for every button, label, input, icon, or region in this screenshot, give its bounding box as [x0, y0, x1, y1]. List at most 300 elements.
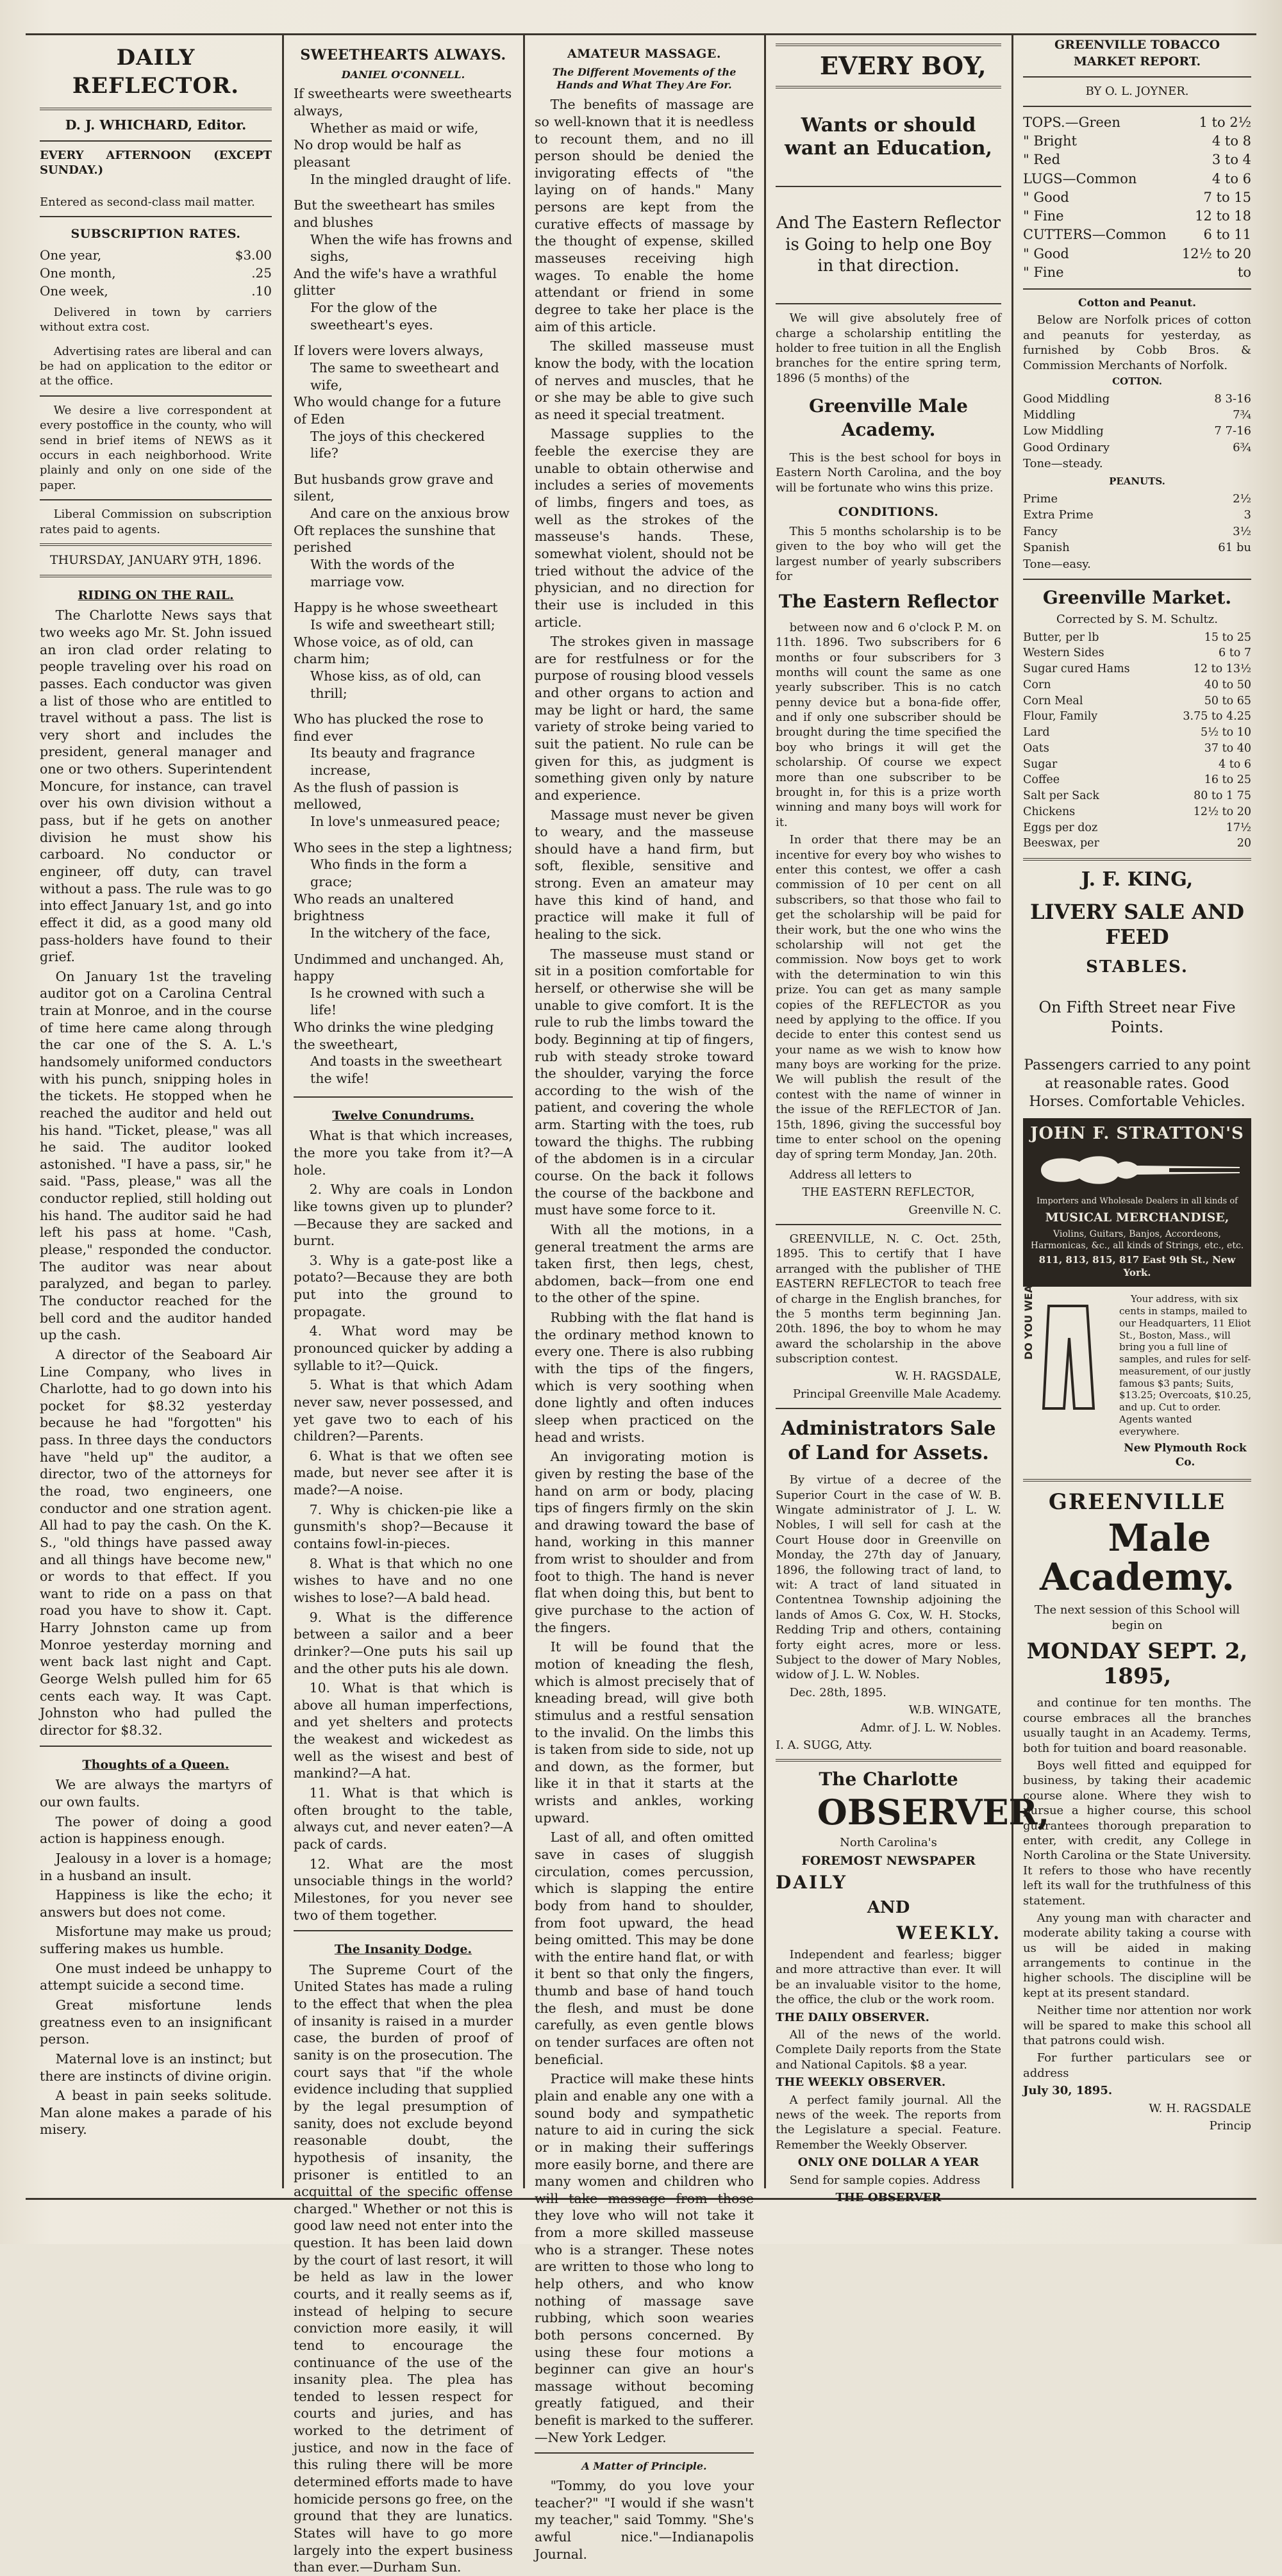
price-row	[1023, 423, 1251, 439]
poem-line: But the sweetheart has smiles and blushes	[294, 197, 495, 230]
article-title: The Insanity Dodge.	[334, 1942, 472, 1957]
poem-stanza	[294, 471, 513, 590]
price-value: 20	[1236, 837, 1251, 850]
column-1	[31, 37, 281, 2197]
price-row	[1023, 524, 1251, 540]
cotton-table	[1023, 391, 1251, 472]
rate-row	[40, 282, 272, 300]
price-label: Western Sides	[1023, 647, 1104, 660]
divider	[776, 303, 1001, 304]
price-value: to	[1237, 265, 1251, 281]
paper-name: The Eastern Reflector	[778, 591, 999, 613]
academy-sign-date: July 30, 1895.	[1023, 2084, 1113, 2098]
schedule: EVERY AFTERNOON (EXCEPT SUNDAY.)	[40, 149, 272, 178]
conundrum: 9. What is the difference between a sailor and a beer drinker?—One puts his sail up and the other puts his ale down.	[294, 1609, 513, 1676]
divider	[1023, 1479, 1251, 1482]
poem-stanza	[294, 711, 513, 830]
rate-value: .25	[251, 265, 272, 281]
scholarship-offer: We will give absolutely free of charge a scholarship entitling the holder to free tuition in all the English branches for the entire spring term, 1896 (5 months) of the	[776, 311, 1001, 385]
poem-stanza	[294, 839, 513, 942]
conundrum: 3. Why is a gate-post like a potato?—Because they are both put into the ground to propagate.	[294, 1252, 513, 1319]
address-line: Address all letters to	[789, 1168, 912, 1182]
poem-line: In love's unmeasured peace;	[310, 814, 501, 830]
maxim: Jealousy in a lover is a homage; in a husband an insult.	[40, 1850, 272, 1883]
observer-foremost: FOREMOST NEWSPAPER	[801, 1853, 976, 1868]
conundrum: 8. What is that which no one wishes to have and no one wishes to lose?—A bald head.	[294, 1555, 513, 1605]
poem-line: Whether as maid or wife,	[310, 120, 479, 136]
price-row	[1023, 757, 1251, 773]
price-row	[1023, 507, 1251, 523]
price-value	[1183, 456, 1251, 472]
observer-nc: North Carolina's	[840, 1836, 937, 1850]
article-paragraph: A director of the Seaboard Air Line Company, who lives in Charlotte, had to go down into his pocket for $8.32 yesterday because he had "forgotten" his pass. In three days the conductors have "held up" the auditor, a director, two of the attorneys for the road, two engineers, one conductor and one stration agent. All had to pay the cash. On the K. S., "old things have passed away and all things have become new," or words to that effect. If you want to ride on a pass on that road you have to show it. Capt. Harry Johnston came up from Monroe yesterday morning and went back last night and Capt. George Welsh pulled him for 65 cents each way. It was Capt. Johnston who had pulled the director for $8.32.	[40, 1346, 272, 1738]
poem-line: The joys of this checkered life?	[310, 428, 485, 461]
poem-line: Who sees in the step a lightness;	[294, 839, 513, 855]
poem-line: Happy is he whose sweetheart	[294, 600, 498, 616]
price-value: 1 to 2½	[1199, 114, 1251, 130]
admin-sale-title: Administrators Sale of Land for Assets.	[781, 1417, 996, 1464]
price-value: 7 7-16	[1214, 424, 1251, 438]
poem-stanza	[294, 342, 513, 461]
article-paragraph: With all the motions, in a general treatment the arms are taken first, then legs, chest, abdomen, back—from one end to the other of the spine.	[535, 1221, 754, 1306]
price-value: 12 to 18	[1195, 208, 1251, 224]
commission-notice: Liberal Commission on subscription rates paid to agents.	[40, 508, 272, 536]
poem-line: If lovers were lovers always,	[294, 343, 484, 359]
price-label: Corn Meal	[1023, 694, 1083, 707]
price-label: Lard	[1023, 726, 1050, 739]
price-label: Spanish	[1023, 541, 1070, 555]
price-row	[1023, 820, 1251, 836]
observer-and: AND	[867, 1897, 910, 1917]
tobacco-by: BY O. L. JOYNER.	[1085, 85, 1189, 99]
divider	[1023, 76, 1251, 78]
conditions-text: This 5 months scholarship is to be given to the boy who will get the largest number of yearly subscribers for	[776, 524, 1001, 583]
delivery-notice: Delivered in town by carriers without extra cost.	[40, 305, 272, 334]
price-row	[1023, 226, 1251, 244]
divider	[776, 86, 1001, 88]
price-value: 4 to 8	[1211, 133, 1251, 149]
article-paragraph: Last of all, and often omitted save in cases of sluggish circulation, comes percussion, which is slapping the entire body from hand to shoulder, from foot upward, the head being omitted. This may be done with the entire hand flat, or with it bent so that only the fingers, thumb and base of hand touch the flesh, and must be done carefully, as even gentle blows on tender surfaces are often not beneficial.	[535, 1829, 754, 2067]
conditions-paragraph: In order that there may be an incentive for every boy who wishes to enter this contest, we offer a cash commission of 10 per cent on all subscribers, so that those who fail to get the scholarship will be paid for their work, but the one who wins the scholarship will not get the commission. Now boys get to work with the determination to win this prize. You can get as many sample copies of the REFLECTOR as you need by applying to the office. If you decide to enter this contest send us your name as we wish to know how many boys are working for the prize. We will publish the result of the contest with the name of winner in the issue of the REFLECTOR of Jan. 15th, 1896, giving the successful boy time to enter school on the opening day of spring term Monday, Jan. 20th.	[776, 833, 1001, 1162]
maxim: We are always the martyrs of our own faults.	[40, 1777, 272, 1810]
observer-the: The Charlotte	[819, 1769, 958, 1790]
price-value: 5½ to 10	[1200, 726, 1251, 739]
price-row	[1023, 540, 1251, 556]
price-row	[1023, 677, 1251, 693]
academy-paragraph: Boys well fitted and equipped for business, by taking their academic course alone. Where they wish to pursue a higher course, this school guarantees thorough preparation to enter, with credit, any College in North Carolina or the State University. It refers to those who have recently left its wall for the truthfulness of this statement.	[1023, 1759, 1251, 1908]
pants-text: Your address, with six cents in stamps, mailed to our Headquarters, 11 Eliot St., Boston, Mass., will bring you a full line of samples, and rules for self-measurement, of our justly famous $3 pants; Suits, $13.25; Overcoats, $10.25, and up. Cut to order. Agents wanted everywhere.	[1119, 1293, 1252, 1437]
address-town: Greenville N. C.	[908, 1203, 1001, 1217]
maxim: The power of doing a good action is happiness enough.	[40, 1813, 272, 1847]
price-row	[1023, 207, 1251, 226]
price-label: Oats	[1023, 741, 1049, 755]
conundrum: 12. What are the most unsociable things in the world? Milestones, for you never see two of them together.	[294, 1856, 513, 1923]
divider	[294, 1930, 513, 1931]
divider	[40, 395, 272, 397]
conundrum: 11. What is that which is often brought to the table, always cut, and never eaten?—A pack of cards.	[294, 1785, 513, 1852]
price-value: 61 bu	[1218, 541, 1251, 555]
column-rule	[1011, 35, 1013, 2188]
every-boy-headline: EVERY BOY,	[820, 51, 986, 80]
price-value: 16 to 25	[1204, 773, 1251, 787]
divider	[40, 108, 272, 110]
observer-weekly-title: THE WEEKLY OBSERVER.	[776, 2076, 946, 2090]
conditions-paragraph: between now and 6 o'clock P. M. on 11th. 1896. Two subscribers for 6 months or four subscribers for 3 months will count the same as one yearly subscriber. This is no catch penny device but a bona-fide offer, and if only one subscriber should be brought during the time specified the boy who brings it will get the scholarship. Of course we expect more than one subscriber to be brought in, for this is a prize worth winning and many boys will work for it.	[776, 620, 1001, 829]
price-label: Tone—steady.	[1023, 457, 1103, 471]
price-value: 2½	[1233, 491, 1251, 506]
tobacco-table	[1023, 113, 1251, 283]
price-label: Middling	[1023, 408, 1076, 422]
stratton-name: JOHN F. STRATTON'S	[1030, 1123, 1244, 1143]
article-paragraph: Massage must never be given to weary, and the masseuse should have a hand firm, but soft, flexible, sensitive and strong. Even an amateur may have this kind of hand, and practice will make it full of healing to the sick.	[535, 807, 754, 943]
article-paragraph: The Charlotte News says that two weeks ago Mr. St. John issued an iron clad order relating to people traveling over his road on passes. Each conductor was given a list of those who are entitled to travel without a pass. The list is very short and includes the president, general manager and one or two others. Superintendent Moncure, for instance, can travel over his own division without a pass, but if he gets on another division he must show his carboard. No conductor or engineer, off duty, can travel without a pass. The rule was to go into effect January 1st, and go into effect it did, as a good many old pass-holders have found to their grief.	[40, 607, 272, 965]
advertising-notice: Advertising rates are liberal and can be had on application to the editor or at the office.	[40, 344, 272, 388]
maxim: One must indeed be unhappy to attempt suicide a second time.	[40, 1960, 272, 1994]
peanut-table	[1023, 491, 1251, 572]
poem-line: But husbands grow grave and silent,	[294, 471, 494, 504]
price-row	[1023, 556, 1251, 572]
poem-line: No drop would be half as pleasant	[294, 137, 462, 170]
price-label: Fancy	[1023, 524, 1058, 538]
observer-daily-title: THE DAILY OBSERVER.	[776, 2010, 929, 2024]
price-value: 7¾	[1233, 408, 1251, 422]
poem-line: Undimmed and unchanged. Ah, happy	[294, 951, 504, 984]
price-value: 3	[1244, 508, 1251, 522]
price-row	[1023, 188, 1251, 207]
poem-line: Is he crowned with such a life!	[310, 985, 485, 1018]
observer-weekly: WEEKLY.	[896, 1922, 1001, 1944]
price-label: Corn	[1023, 678, 1051, 691]
poem-line: Who would change for a future of Eden	[294, 394, 501, 427]
poem-line: Who reads an unaltered brightness	[294, 891, 454, 924]
article-paragraph: Rubbing with the flat hand is the ordinary method known to every one. There is also rubbing with the tips of the fingers, which is very soothing when done lightly and often induces sleep when practiced on the head and wrists.	[535, 1310, 754, 1445]
article-title: RIDING ON THE RAIL.	[78, 588, 234, 602]
price-row	[1023, 693, 1251, 709]
king-livery: LIVERY SALE AND FEED	[1029, 900, 1245, 949]
poem-line: Who finds in the form a grace;	[310, 857, 467, 889]
conundrum: What is that which increases, the more you take from it?—A hole.	[294, 1128, 513, 1178]
divider	[1023, 288, 1251, 290]
observer-weekly-text: A perfect family journal. All the news of the week. The reports from the Legislature a special. Feature. Remember the Weekly Observer.	[776, 2093, 1001, 2152]
academy-paragraph: Neither time nor attention nor work will be spared to make this school all that patrons could wish.	[1023, 2004, 1251, 2048]
divider	[1023, 579, 1251, 580]
price-label: Beeswax, per	[1023, 837, 1099, 850]
article-paragraph: On January 1st the traveling auditor got on a Carolina Central train at Monroe, and in the course of time here came along through the car one of the S. A. L.'s handsomely uniformed conductors with his punch, snipping holes in the tickets. He stopped when he reached the auditor and held out his hand. "Ticket, please," was all he said. The auditor looked astonished. "I have a pass, sir," he said. "Pass, please," was all the conductor replied, still holding out his hand. The auditor said he had left his pass at home. "Cash, please," responded the conductor. The auditor was near about paralyzed, and began to parley. The conductor reached for the bell cord and the auditor handed up the cash.	[40, 968, 272, 1343]
maxim: Happiness is like the echo; it answers but does not come.	[40, 1887, 272, 1920]
academy-signature: W. H. RAGSDALE	[1149, 2101, 1251, 2115]
poem-line: And care on the anxious brow	[310, 506, 510, 522]
conundrum: 5. What is that which Adam never saw, never possessed, and yet gave two to each of his children?—Parents.	[294, 1377, 513, 1444]
poem-line: Oft replaces the sunshine that perished	[294, 522, 495, 556]
price-value: 4 to 6	[1219, 757, 1251, 771]
column-3	[526, 37, 763, 2562]
article-title: Thoughts of a Queen.	[82, 1757, 229, 1772]
price-label: " Fine	[1023, 208, 1064, 224]
maxim: Maternal love is an instinct; but there are instincts of divine origin.	[40, 2051, 272, 2084]
reflector-help: And The Eastern Reflector is Going to help one Boy in that direction.	[776, 213, 1001, 276]
top-rule	[26, 33, 1256, 35]
poem-line: With the words of the marriage vow.	[310, 557, 455, 590]
price-row	[1023, 804, 1251, 820]
stratton-line2: MUSICAL MERCHANDISE,	[1045, 1210, 1229, 1225]
price-label: Extra Prime	[1023, 508, 1094, 522]
article-title: AMATEUR MASSAGE.	[567, 47, 721, 61]
column-rule	[282, 35, 284, 2188]
issue-date: THURSDAY, JANUARY 9TH, 1896.	[49, 552, 262, 567]
certification-signature: W. H. RAGSDALE,	[895, 1369, 1001, 1383]
divider	[40, 575, 272, 577]
price-row	[1023, 407, 1251, 423]
price-value: 4 to 6	[1211, 170, 1251, 186]
price-value: 3.75 to 4.25	[1183, 710, 1251, 723]
article-paragraph: It will be found that the motion of kneading the flesh, which is almost precisely that of kneading bread, will give both stimulus and a restful sensation to the invalid. On the limbs this is taken from side to side, not up and down, as the former, but like it in that it starts at the wrists and ankles, working upward.	[535, 1639, 754, 1826]
price-row	[1023, 263, 1251, 282]
tobacco-title: GREENVILLE TOBACCO MARKET REPORT.	[1054, 38, 1220, 69]
price-label: LUGS—Common	[1023, 170, 1137, 186]
price-label: " Bright	[1023, 133, 1077, 149]
admin-sale-text: By virtue of a decree of the Superior Court in the case of W. B. Wingate administrator of J. L. W. Nobles, I will sell for cash at the Court House door in Greenville on Monday, the 27th day of January, 1896, the following tract of land, to wit: A tract of land situated in Contentnea Township adjoining the lands of Amos G. Cox, W. H. Stocks, Redding Trip and others, containing forty eight acres, more or less. Subject to the dower of Mary Nobles, widow of J. L. W. Nobles.	[776, 1473, 1001, 1682]
article-paragraph: The skilled masseuse must know the body, with the location of nerves and muscles, that he or she may be able to give such as need it special treatment.	[535, 338, 754, 422]
entered-notice: Entered as second-class mail matter.	[40, 195, 255, 209]
correspondent-notice: We desire a live correspondent at every postoffice in the county, who will send in brief items of NEWS as it occurs in each neighborhood. Write plainly and only on one side of the paper.	[40, 403, 272, 492]
price-label: CUTTERS—Common	[1023, 227, 1167, 243]
price-value: 40 to 50	[1204, 678, 1251, 691]
price-value: 80 to 1 75	[1194, 789, 1251, 803]
education-headline: Wants or should want an Education,	[785, 113, 992, 160]
subscription-rates	[40, 246, 272, 300]
divider	[40, 499, 272, 500]
poem-line: If sweethearts were sweethearts always,	[294, 86, 512, 119]
price-row	[1023, 245, 1251, 263]
price-row	[1023, 391, 1251, 407]
article-paragraph: Massage supplies to the feeble the exercise they are unable to obtain otherwise and includes a series of movements of limbs, fingers and toes, as well as the strokes of the masseuse's hands. These, somewhat violent, should not be tried without the advice of the physician, and no direction for their use is included in this article.	[535, 426, 754, 630]
price-row	[1023, 170, 1251, 188]
divider	[40, 140, 272, 142]
academy-paragraph: and continue for ten months. The course embraces all the branches usually taught in an Academy. Terms, both for tuition and board reasonable.	[1023, 1696, 1251, 1755]
masthead: DAILY REFLECTOR.	[72, 45, 240, 99]
divider	[776, 44, 1001, 46]
peanut-heading: PEANUTS.	[1109, 475, 1165, 488]
academy-date: MONDAY SEPT. 2, 1895,	[1026, 1639, 1248, 1690]
subscription-heading: SUBSCRIPTION RATES.	[71, 227, 241, 242]
price-value: 6¾	[1233, 440, 1251, 454]
price-label: Coffee	[1023, 773, 1060, 787]
stratton-line1: Importers and Wholesale Dealers in all kinds of	[1036, 1196, 1238, 1207]
best-school: This is the best school for boys in Eastern North Carolina, and the boy will be fortunate who wins this prize.	[776, 450, 1001, 495]
divider	[776, 1224, 1001, 1225]
admin-sale-date: Dec. 28th, 1895.	[789, 1685, 887, 1699]
price-value: 7 to 15	[1203, 189, 1251, 205]
article-paragraph: The masseuse must stand or sit in a position comfortable for herself, or otherwise she will be unable to give comfort. It is the rule to rub the limbs toward the body. Beginning at tip of fingers, rub with steady stroke toward the shoulder, varying the force according to the wish of the patient, and covering the whole arm. Starting with the toes, rub toward the thighs. The rubbing of the abdomen is in a circular course. On the back it follows the course of the backbone and must have some force to it.	[535, 946, 754, 1218]
rate-label: One week,	[40, 283, 108, 299]
stratton-ad	[1023, 1118, 1251, 1287]
price-label: " Good	[1023, 245, 1069, 261]
price-value: 12½ to 20	[1193, 805, 1251, 818]
poem-line: In the witchery of the face,	[310, 925, 491, 941]
admin-attorney: I. A. SUGG, Atty.	[776, 1738, 872, 1752]
conundrum: 4. What word may be pronounced quicker by adding a syllable to it?—Quick.	[294, 1323, 513, 1373]
stratton-line3: Violins, Guitars, Banjos, Accordeons, Harmonicas, &c., all kinds of Strings, etc., etc.	[1030, 1228, 1244, 1251]
price-row	[1023, 645, 1251, 661]
column-2	[285, 37, 522, 2575]
poem-stanza	[294, 197, 513, 333]
observer-text: Independent and fearless; bigger and more attractive than ever. It will be an invaluable visitor to the home, the office, the club or the work room.	[776, 1948, 1001, 2007]
observer-daily: DAILY	[776, 1872, 847, 1894]
article-subtitle: The Different Movements of the Hands and What They Are For.	[552, 65, 737, 92]
poem-line: For the glow of the sweetheart's eyes.	[310, 300, 437, 333]
price-row	[1023, 741, 1251, 757]
conundrum: 2. Why are coals in London like towns given up to plunder?—Because they are sacked and burnt.	[294, 1182, 513, 1249]
certification: GREENVILLE, N. C. Oct. 25th, 1895. This to certify that I have arranged with the publisher of THE EASTERN REFLECTOR to teach free of charge in the English branches, for the 5 months term beginning Jan. 20th. 1896, the boy to whom he may award the scholarship in the above subscription contest.	[776, 1232, 1001, 1366]
market-table	[1023, 630, 1251, 852]
poem-line: Whose voice, as of old, can charm him;	[294, 634, 474, 667]
academy-role: Princip	[1209, 2118, 1251, 2133]
poem-line: Its beauty and fragrance increase,	[310, 745, 476, 779]
divider	[776, 1759, 1001, 1762]
price-label: Tone—easy.	[1023, 557, 1091, 571]
conundrum: 10. What is that which is above all human imperfections, and yet shelters and protects the weakest and wickedest as well as the wisest and best of mankind?—A hat.	[294, 1680, 513, 1781]
price-label: Sugar	[1023, 757, 1058, 771]
poem-line: The same to sweetheart and wife,	[310, 360, 499, 393]
price-value: 12½ to 20	[1181, 245, 1251, 261]
observer-address: THE OBSERVER	[835, 2190, 942, 2204]
divider	[40, 216, 272, 217]
admin-signature: W.B. WINGATE,	[908, 1703, 1001, 1717]
poem-title: SWEETHEARTS ALWAYS.	[300, 47, 506, 63]
price-value: 8 3-16	[1214, 392, 1251, 406]
price-row	[1023, 788, 1251, 804]
price-label: Butter, per lb	[1023, 631, 1099, 644]
price-label: Good Ordinary	[1023, 440, 1110, 454]
price-row	[1023, 440, 1251, 456]
poem-line: When the wife has frowns and sighs,	[310, 231, 513, 265]
stratton-address: 811, 813, 815, 817 East 9th St., New York.	[1038, 1254, 1236, 1278]
price-value: 15 to 25	[1204, 631, 1251, 644]
academy-name: Greenville Male Academy.	[809, 395, 968, 440]
academy-session: The next session of this School will begin on	[1034, 1603, 1240, 1632]
king-stables: STABLES.	[1086, 957, 1188, 977]
price-label: " Good	[1023, 189, 1069, 205]
maxim: Great misfortune lends greatness even to an insignificant person.	[40, 1997, 272, 2047]
divider	[535, 2452, 754, 2454]
poem-stanza	[294, 951, 513, 1087]
maxim: A beast in pain seeks solitude. Man alone makes a parade of his misery.	[40, 2088, 272, 2138]
pants-icon	[1022, 1230, 1113, 1415]
rate-value: .10	[251, 283, 272, 299]
article-paragraph: The strokes given in massage are for restfulness or for the purpose of rousing blood vessels and other organs to action and may be light or hard, the same variety of stroke being varied to suit the patient. No rule can be given for this, as judgment is something given only by nature and experience.	[535, 634, 754, 803]
price-label: " Red	[1023, 152, 1061, 168]
price-row	[1023, 709, 1251, 725]
column-rule	[764, 35, 766, 2188]
observer-send: Send for sample copies. Address	[789, 2173, 981, 2187]
divider	[776, 186, 1001, 187]
conundrum: 6. What is that we often see made, but never see after it is made?—A noise.	[294, 1448, 513, 1498]
price-value: 3 to 4	[1211, 152, 1251, 168]
price-label: TOPS.—Green	[1023, 114, 1120, 130]
price-label: Good Middling	[1023, 392, 1110, 406]
observer-name: OBSERVER,	[817, 1791, 1050, 1833]
divider	[40, 543, 272, 546]
price-label: Eggs per doz	[1023, 821, 1098, 834]
rate-label: One month,	[40, 265, 116, 281]
rate-row	[40, 264, 272, 282]
poem-line: Who drinks the wine pledging the sweetheart,	[294, 1020, 494, 1052]
column-rule	[523, 35, 525, 2188]
market-title: Greenville Market.	[1042, 586, 1232, 608]
price-row	[1023, 491, 1251, 507]
price-row	[1023, 151, 1251, 169]
conditions-heading: CONDITIONS.	[838, 505, 939, 520]
academy-paragraph: Any young man with character and moderate ability taking a course with us will be aided in making arrangements to continue in the higher schools. The discipline will be kept at its present standard.	[1023, 1911, 1251, 2000]
market-by: Corrected by S. M. Schultz.	[1056, 613, 1218, 627]
price-label: Low Middling	[1023, 424, 1104, 438]
price-value	[1178, 556, 1251, 572]
price-row	[1023, 836, 1251, 852]
poem-line: Who has plucked the rose to find ever	[294, 711, 484, 744]
price-value: 50 to 65	[1204, 694, 1251, 707]
admin-role: Admr. of J. L. W. Nobles.	[860, 1721, 1001, 1735]
violin-icon	[1028, 1148, 1246, 1193]
poem-stanza	[294, 85, 513, 188]
poem-author: DANIEL O'CONNELL.	[341, 68, 465, 81]
pants-headline: DO YOU WEAR PANTS?	[1022, 1230, 1035, 1360]
editor-line: D. J. WHICHARD, Editor.	[65, 117, 247, 133]
rate-label: One year,	[40, 247, 102, 263]
poem-line: In the mingled draught of life.	[310, 171, 512, 187]
rate-row	[40, 246, 272, 264]
poem	[294, 85, 513, 1087]
address-name: THE EASTERN REFLECTOR,	[802, 1185, 975, 1200]
poem-line: Is wife and sweetheart still;	[310, 616, 495, 632]
cotton-intro: Below are Norfolk prices of cotton and peanuts for yesterday, as furnished by Cobb Bros. & Commission Merchants of Norfolk.	[1023, 313, 1251, 372]
poem-line: Whose kiss, as of old, can thrill;	[310, 668, 481, 701]
column-5	[1014, 37, 1260, 2197]
price-value: 6 to 11	[1203, 227, 1251, 243]
observer-price: ONLY ONE DOLLAR A YEAR	[797, 2156, 979, 2170]
certification-role: Principal Greenville Male Academy.	[792, 1387, 1001, 1401]
divider	[1023, 858, 1251, 861]
price-label: Flour, Family	[1023, 710, 1098, 723]
poem-stanza	[294, 599, 513, 702]
price-value: 17½	[1226, 821, 1251, 834]
poem-line: As the flush of passion is mellowed,	[294, 779, 459, 813]
price-label: Chickens	[1023, 805, 1076, 818]
cotton-heading: COTTON.	[1112, 376, 1162, 387]
price-value: 12 to 13½	[1193, 663, 1251, 676]
article-paragraph: The Supreme Court of the United States has made a ruling to the effect that when the plea of insanity is raised in a murder case, the burden of proof of sanity is on the prosecution. The court says that "if the whole evidence including that supplied by the legal presumption of sanity, does not exclude beyond reasonable doubt, the hypothesis of insanity, the prisoner is entitled to an acquittal of the specific offense charged." Whether or not this is good law need not enter into the question. It has been laid down by the court of last resort, it will be held as law in the lower courts, and it really seems as if, instead of helping to secure conviction more easily, it will tend to encourage the continuance of the use of the insanity plea. The plea has tended to lessen respect for courts and juries, and has worked to the detriment of justice, and now in the face of this ruling there will be more determined efforts made to have homicide persons go free, on the ground that they are lunatics. States will have to go more largely into the expert business than ever.—Durham Sun.	[294, 1961, 513, 2575]
divider	[40, 1746, 272, 1747]
price-label: Sugar cured Hams	[1023, 663, 1130, 676]
price-row	[1023, 725, 1251, 741]
price-value: 6 to 7	[1219, 647, 1251, 660]
article-title: A Matter of Principle.	[581, 2460, 707, 2473]
maxim: Misfortune may make us proud; suffering makes us humble.	[40, 1924, 272, 1957]
poem-line: And toasts in the sweetheart the wife!	[310, 1053, 502, 1086]
article-title: Twelve Conundrums.	[332, 1108, 474, 1123]
article-paragraph: "Tommy, do you love your teacher?" "I would if she wasn't my teacher," said Tommy. "She's awful nice."—Indianapolis Journal.	[535, 2478, 754, 2562]
king-name: J. F. KING,	[1081, 868, 1194, 891]
poem-line: And the wife's have a wrathful glitter	[294, 265, 497, 299]
price-label: Prime	[1023, 491, 1058, 506]
cotton-title: Cotton and Peanut.	[1078, 297, 1197, 310]
academy-title: Male Academy.	[1040, 1515, 1235, 1599]
price-row	[1023, 132, 1251, 151]
price-label: " Fine	[1023, 265, 1064, 281]
divider	[294, 1096, 513, 1098]
price-label: Salt per Sack	[1023, 789, 1099, 803]
divider	[1023, 106, 1251, 107]
price-row	[1023, 113, 1251, 132]
